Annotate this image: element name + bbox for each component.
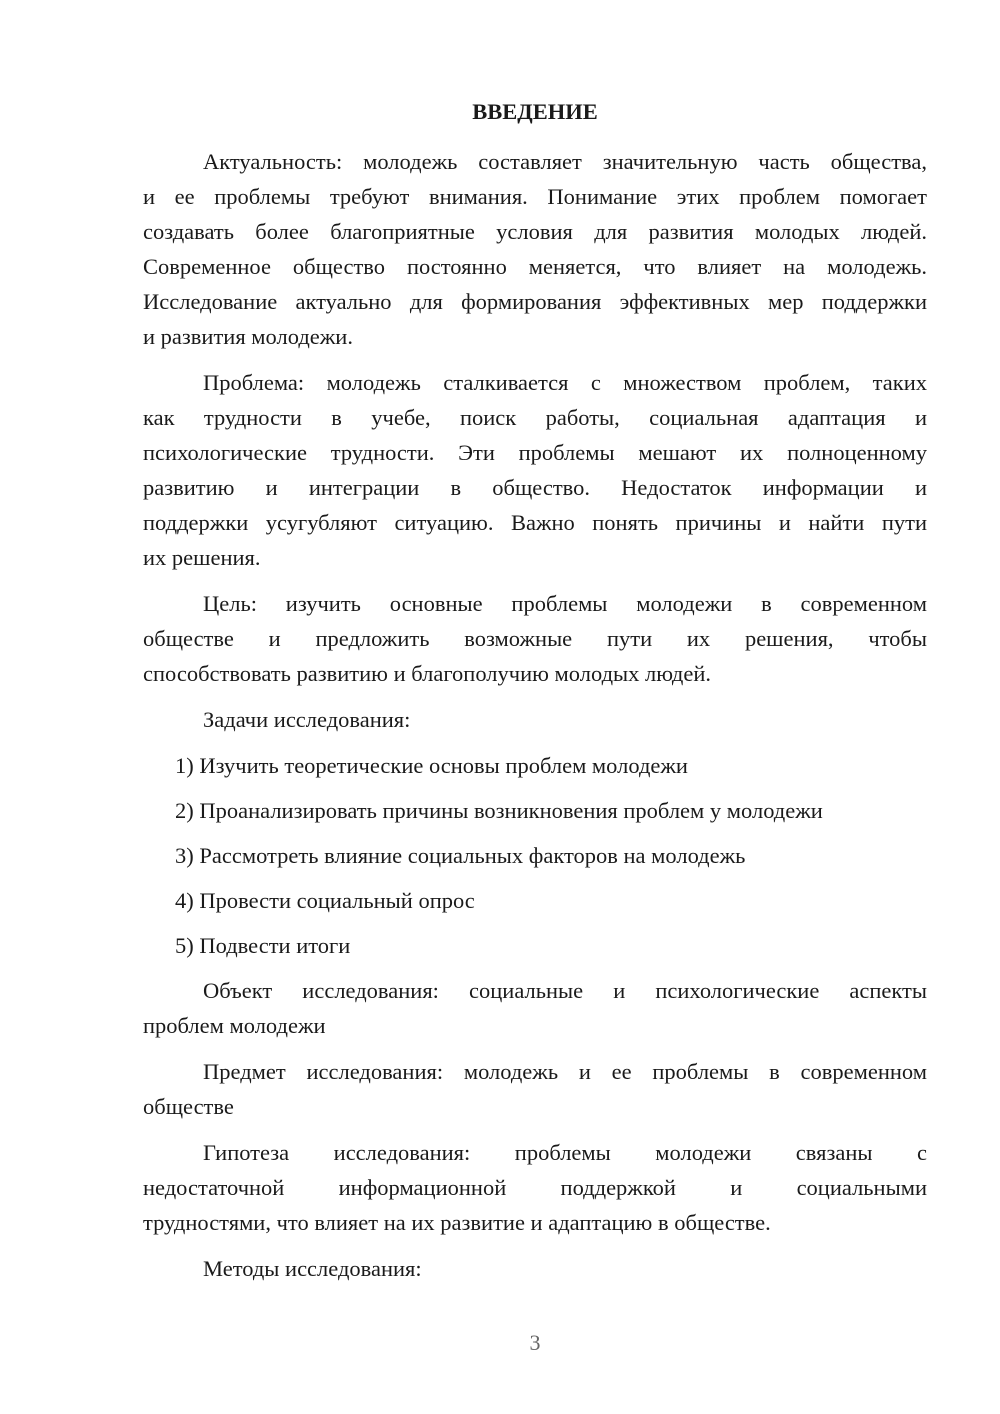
text-line: проблем молодежи <box>143 1013 326 1038</box>
text-line: способствовать развитию и благополучию молодых людей. <box>143 661 712 686</box>
text-line: и ее проблемы требуют внимания. Понимание этих проблем помогает <box>143 184 927 209</box>
paragraph <box>143 586 927 691</box>
section-title: ВВЕДЕНИЕ <box>472 99 598 124</box>
paragraph <box>143 702 927 737</box>
task-item: 1) Изучить теоретические основы проблем молодежи <box>175 753 688 778</box>
task-item: 2) Проанализировать причины возникновения проблем у молодежи <box>175 798 823 823</box>
text-line: поддержки усугубляют ситуацию. Важно понять причины и найти пути <box>143 510 927 535</box>
text-line: их решения. <box>143 545 261 570</box>
paragraph <box>143 144 927 354</box>
text-line: Актуальность: молодежь составляет значительную часть общества, <box>203 149 927 174</box>
text-line: недостаточной информационной поддержкой и социальными <box>143 1175 927 1200</box>
text-line: обществе <box>143 1094 234 1119</box>
page-number: 3 <box>529 1330 541 1355</box>
paragraph <box>143 973 927 1043</box>
task-item: 5) Подвести итоги <box>175 933 351 958</box>
tasks-list <box>143 748 927 963</box>
research-paragraphs <box>143 973 927 1286</box>
text-line: обществе и предложить возможные пути их решения, чтобы <box>143 626 927 651</box>
text-line: Проблема: молодежь сталкивается с множеством проблем, таких <box>203 370 927 395</box>
text-line: Цель: изучить основные проблемы молодежи в современном <box>203 591 927 616</box>
paragraph <box>143 1135 927 1240</box>
text-line: психологические трудности. Эти проблемы мешают их полноценному <box>143 440 927 465</box>
text-line: создавать более благоприятные условия для развития молодых людей. <box>143 219 927 244</box>
text-line: как трудности в учебе, поиск работы, социальная адаптация и <box>143 405 927 430</box>
intro-paragraphs <box>143 144 927 737</box>
text-line: и развития молодежи. <box>143 324 353 349</box>
paragraph <box>143 1251 927 1286</box>
text-line: Гипотеза исследования: проблемы молодежи связаны с <box>203 1140 927 1165</box>
document-page <box>143 94 927 1297</box>
task-item: 3) Рассмотреть влияние социальных факторов на молодежь <box>175 843 746 868</box>
text-line: Предмет исследования: молодежь и ее проблемы в современном <box>203 1059 927 1084</box>
text-line: Задачи исследования: <box>203 707 411 732</box>
text-line: развитию и интеграции в общество. Недостаток информации и <box>143 475 927 500</box>
text-line: Объект исследования: социальные и психологические аспекты <box>203 978 927 1003</box>
paragraph <box>143 365 927 575</box>
text-line: трудностями, что влияет на их развитие и адаптацию в обществе. <box>143 1210 771 1235</box>
task-item: 4) Провести социальный опрос <box>175 888 475 913</box>
text-line: Современное общество постоянно меняется, что влияет на молодежь. <box>143 254 927 279</box>
paragraph <box>143 1054 927 1124</box>
text-line: Методы исследования: <box>203 1256 422 1281</box>
text-line: Исследование актуально для формирования эффективных мер поддержки <box>143 289 927 314</box>
